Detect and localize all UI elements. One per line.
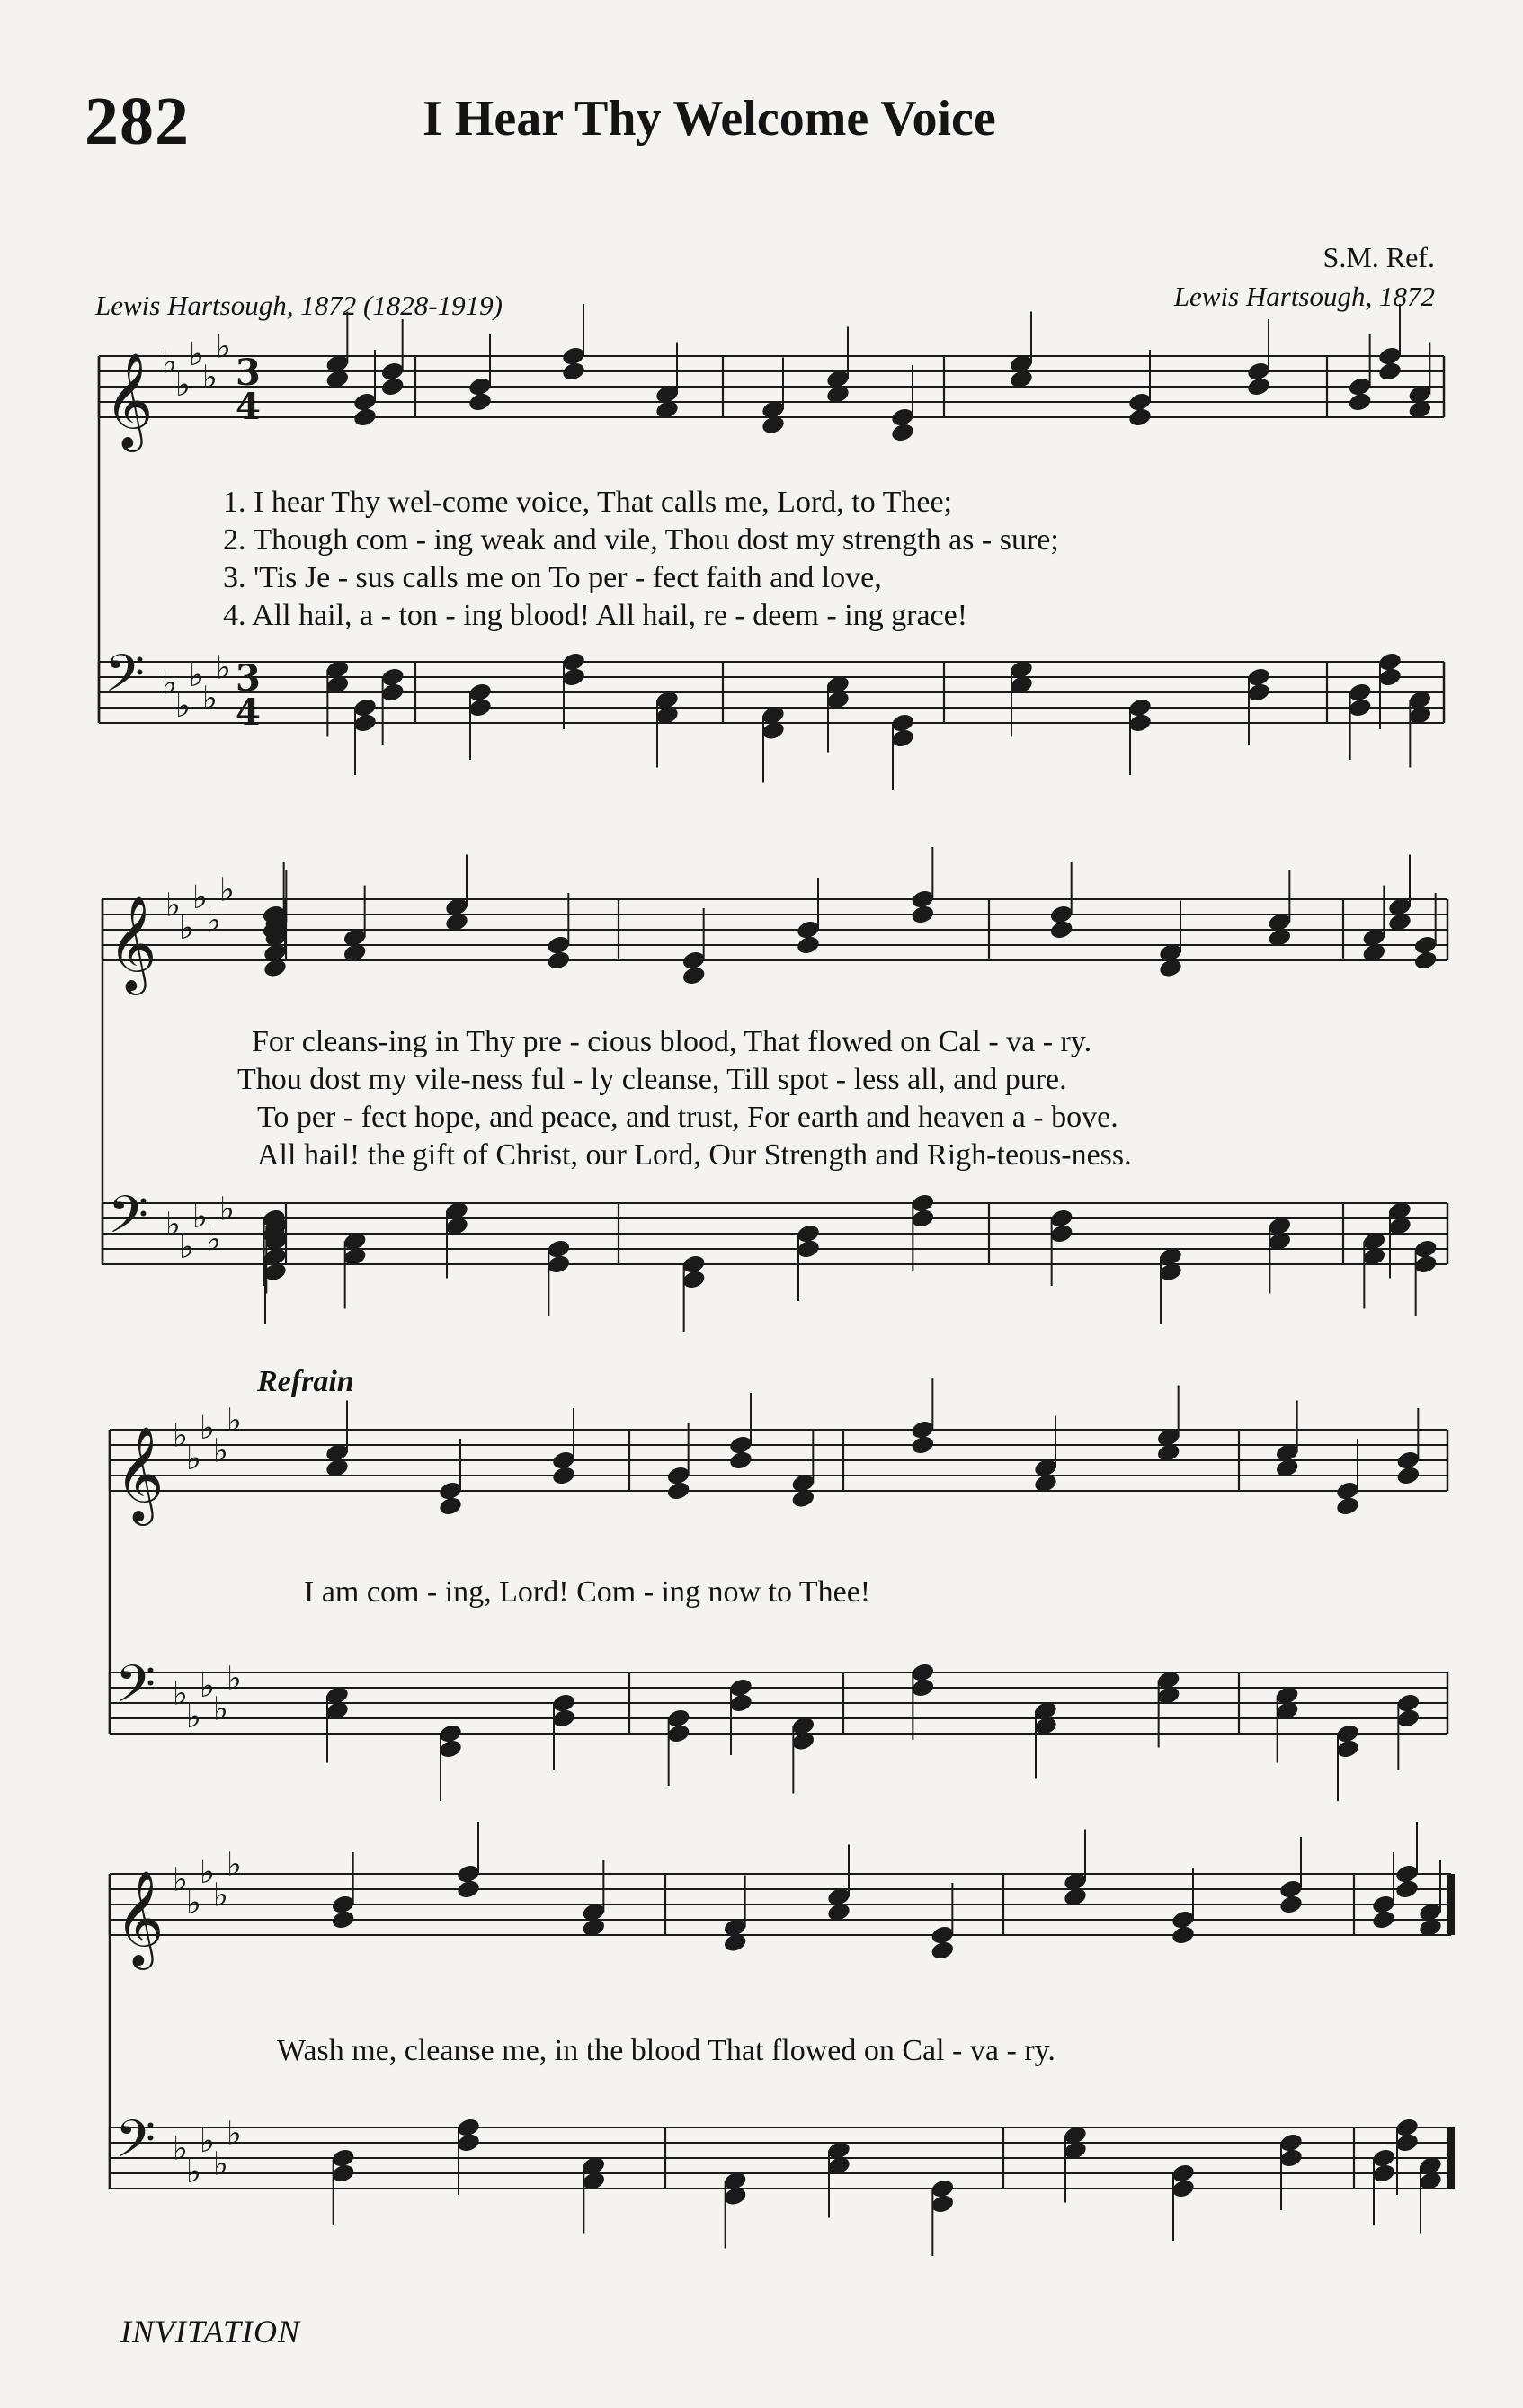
refrain-lyric-line1: I am com - ing, Lord! Com - ing now to Thee! <box>304 1575 871 1609</box>
note-head <box>1171 2178 1196 2199</box>
note-head <box>1371 2163 1396 2184</box>
flat-icon: ♭ <box>200 1668 215 1705</box>
system2-verse1-lyric: For cleans-ing in Thy pre - cious blood, That flowed on Cal - va - ry. <box>252 1025 1092 1058</box>
note-head <box>1394 1878 1420 1900</box>
flat-icon: ♭ <box>173 1675 188 1713</box>
system2-verse2-lyric: Thou dost my vile-ness ful - ly cleanse, Till spot - less all, and pure. <box>237 1063 1067 1096</box>
flat-icon: ♭ <box>175 688 191 725</box>
note-head <box>1335 1738 1360 1760</box>
words-credit: Lewis Hartsough, 1872 (1828-1919) <box>95 290 503 321</box>
note-head <box>330 1909 355 1931</box>
note-head <box>930 1940 955 1961</box>
note-head <box>890 422 915 443</box>
category-label: INVITATION <box>120 2314 301 2350</box>
meter-label: S.M. Ref. <box>1323 241 1435 273</box>
flat-icon: ♭ <box>216 328 231 366</box>
note-head <box>561 361 586 382</box>
time-signature-top: 3 <box>236 352 261 394</box>
flat-icon: ♭ <box>213 1690 228 1728</box>
flat-icon: ♭ <box>189 657 204 694</box>
system1-verse1-lyric: 1. I hear Thy wel-come voice, That calls me, Lord, to Thee; <box>223 486 953 519</box>
flat-icon: ♭ <box>186 1699 201 1735</box>
note-head <box>468 391 493 413</box>
flat-icon: ♭ <box>219 1191 235 1228</box>
note-head <box>665 1723 690 1744</box>
note-head <box>352 406 378 428</box>
flat-icon: ♭ <box>165 887 181 924</box>
note-head <box>796 934 821 956</box>
note-head <box>1347 391 1372 413</box>
flat-icon: ♭ <box>192 879 208 916</box>
note-head <box>681 1269 706 1290</box>
note-head <box>1127 406 1153 428</box>
note-head <box>665 1480 690 1502</box>
bass-clef-icon: 𝄢 <box>108 1184 149 1258</box>
note-head <box>1395 1708 1421 1729</box>
flat-icon: ♭ <box>227 1402 242 1440</box>
treble-clef-icon: 𝄞 <box>108 895 157 991</box>
flat-icon: ♭ <box>200 1410 215 1447</box>
treble-clef-icon: 𝄞 <box>115 1869 165 1966</box>
note-head <box>1171 1924 1196 1946</box>
note-head <box>890 727 915 749</box>
flat-icon: ♭ <box>200 1854 215 1891</box>
hymn-number: 282 <box>85 84 190 159</box>
system2-verse3-lyric: To per - fect hope, and peace, and trust, For earth and heaven a - bove. <box>257 1101 1118 1134</box>
flat-icon: ♭ <box>192 1199 208 1235</box>
note-head <box>1335 1495 1360 1517</box>
note-head <box>551 1708 576 1729</box>
system2-verse4-lyric: All hail! the gift of Christ, our Lord, Our Strength and Righ-teous-ness. <box>257 1138 1132 1172</box>
flat-icon: ♭ <box>186 2154 201 2190</box>
flat-icon: ♭ <box>213 2145 228 2183</box>
time-signature-bottom: 4 <box>236 386 261 428</box>
hymn-title: I Hear Thy Welcome Voice <box>423 91 996 147</box>
note-head <box>910 904 935 925</box>
note-head <box>456 1878 481 1900</box>
note-head <box>379 376 405 397</box>
note-head <box>1377 361 1403 382</box>
bass-clef-icon: 𝄢 <box>104 643 146 717</box>
bass-clef-icon: 𝄢 <box>115 2109 156 2182</box>
note-head <box>468 697 493 718</box>
flat-icon: ♭ <box>173 1417 188 1455</box>
system1-verse4-lyric: 4. All hail, a - ton - ing blood! All hail, re - deem - ing grace! <box>223 599 968 632</box>
flat-icon: ♭ <box>162 664 177 702</box>
flat-icon: ♭ <box>227 1660 242 1698</box>
flat-icon: ♭ <box>173 1861 188 1899</box>
note-head <box>1394 2132 1420 2154</box>
flat-icon: ♭ <box>202 359 218 397</box>
note-head <box>1278 1894 1304 1915</box>
note-head <box>1048 1223 1073 1244</box>
note-head <box>456 2132 481 2154</box>
note-head <box>1246 682 1271 703</box>
music-credit: Lewis Hartsough, 1872 <box>1173 281 1435 312</box>
note-head <box>1371 1909 1396 1931</box>
flat-icon: ♭ <box>162 343 177 381</box>
note-head <box>1347 697 1372 718</box>
system1-verse2-lyric: 2. Though com - ing weak and vile, Thou dost my strength as - sure; <box>223 523 1059 557</box>
flat-icon: ♭ <box>213 1432 228 1470</box>
note-head <box>930 2193 955 2215</box>
flat-icon: ♭ <box>206 902 221 940</box>
flat-icon: ♭ <box>202 680 218 718</box>
treble-clef-icon: 𝄞 <box>104 352 154 448</box>
flat-icon: ♭ <box>186 1440 201 1477</box>
note-head <box>1048 919 1073 941</box>
note-head <box>561 666 586 688</box>
flat-icon: ♭ <box>179 910 194 947</box>
flat-icon: ♭ <box>200 2123 215 2160</box>
flat-icon: ♭ <box>173 2130 188 2168</box>
note-head <box>728 1692 753 1714</box>
flat-icon: ♭ <box>216 649 231 687</box>
note-head <box>1377 666 1403 688</box>
note-head <box>1127 712 1153 734</box>
note-head <box>681 965 706 986</box>
treble-clef-icon: 𝄞 <box>115 1425 165 1521</box>
flat-icon: ♭ <box>227 1846 242 1884</box>
note-head <box>438 1495 463 1517</box>
note-head <box>910 1677 935 1699</box>
system1-verse3-lyric: 3. 'Tis Je - sus calls me on To per - fect faith and love, <box>223 561 882 594</box>
note-head <box>352 712 378 734</box>
flat-icon: ♭ <box>175 367 191 404</box>
note-head <box>330 2163 355 2184</box>
note-head <box>1278 2147 1304 2169</box>
time-signature-bottom: 4 <box>236 691 261 734</box>
flat-icon: ♭ <box>179 1229 194 1266</box>
flat-icon: ♭ <box>219 871 235 909</box>
refrain-label: Refrain <box>257 1365 354 1398</box>
note-head <box>546 1253 571 1275</box>
flat-icon: ♭ <box>206 1221 221 1259</box>
note-head <box>1412 950 1438 971</box>
note-head <box>910 1434 935 1456</box>
note-head <box>1412 1253 1438 1275</box>
note-head <box>1246 376 1271 397</box>
note-head <box>796 1238 821 1260</box>
flat-icon: ♭ <box>227 2115 242 2153</box>
note-head <box>379 682 405 703</box>
refrain-lyric-line2: Wash me, cleanse me, in the blood That flowed on Cal - va - ry. <box>277 2034 1055 2067</box>
note-head <box>1395 1465 1421 1486</box>
flat-icon: ♭ <box>189 336 204 373</box>
flat-icon: ♭ <box>165 1206 181 1244</box>
flat-icon: ♭ <box>186 1885 201 1922</box>
note-head <box>551 1465 576 1486</box>
note-head <box>438 1738 463 1760</box>
note-head <box>728 1449 753 1471</box>
flat-icon: ♭ <box>213 1877 228 1914</box>
time-signature-top: 3 <box>236 657 261 700</box>
note-head <box>910 1208 935 1229</box>
bass-clef-icon: 𝄢 <box>115 1654 156 1727</box>
note-head <box>546 950 571 971</box>
